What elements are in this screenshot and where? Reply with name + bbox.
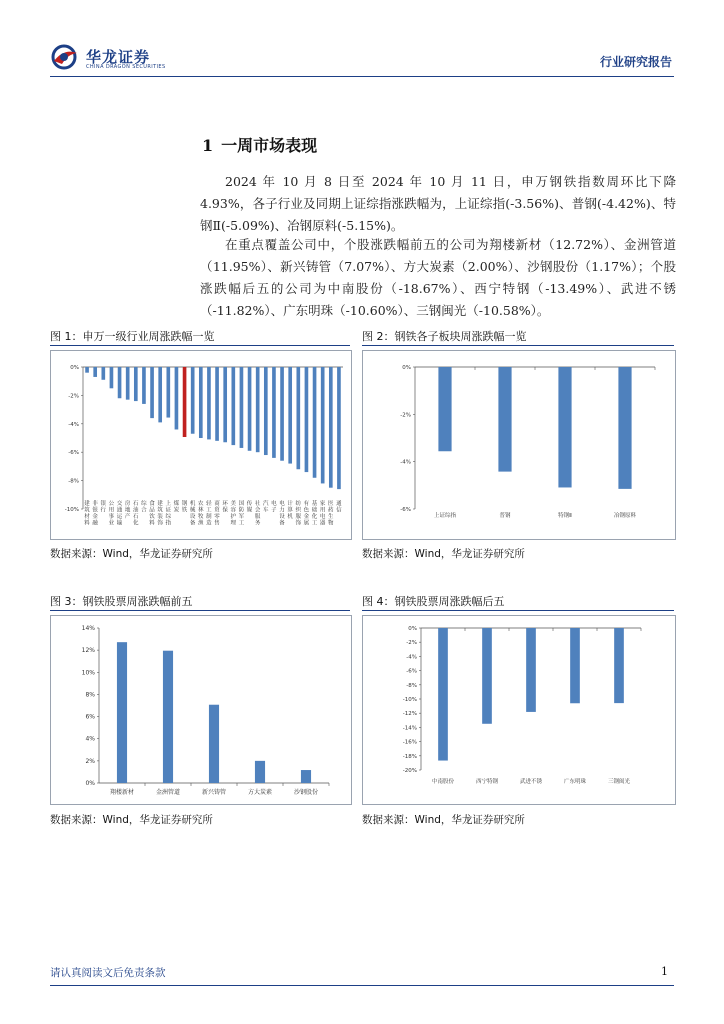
y-tick-label: 4% <box>85 735 95 743</box>
figure-4-rule <box>362 610 674 611</box>
x-category-label-char: 电 <box>271 501 277 507</box>
x-category-label-char: 非 <box>92 501 98 507</box>
x-category-label-char: 银 <box>100 501 107 507</box>
x-category-label-char: 车 <box>263 507 269 514</box>
section-number: 1 <box>202 136 214 155</box>
bar <box>337 367 341 489</box>
x-category-label-char: 牧 <box>198 514 204 520</box>
x-category-label-char: 通 <box>336 501 342 507</box>
bar <box>183 367 187 437</box>
bar <box>256 367 260 452</box>
x-category-label-char: 传 <box>246 501 253 507</box>
x-category-label-char: 汽 <box>263 501 269 507</box>
x-category-label-char: 石 <box>133 514 139 520</box>
x-category-label-char: 电 <box>319 514 326 520</box>
x-category-label-char: 社 <box>254 501 261 507</box>
x-category-label-char: 公 <box>108 501 115 507</box>
x-category-label-char: 行 <box>100 507 107 514</box>
x-category-label-char: 化 <box>311 514 318 520</box>
x-category-label-char: 综 <box>141 501 147 507</box>
x-category-label-char: 服 <box>254 514 261 520</box>
x-category-label-char: 电 <box>279 501 285 507</box>
figure-3-chart <box>51 616 351 804</box>
bar <box>175 367 179 429</box>
bar <box>223 367 227 442</box>
x-category-label-char: 理 <box>230 520 237 527</box>
x-category-label-char: 药 <box>328 507 334 514</box>
x-category-label-char: 贸 <box>214 507 220 514</box>
x-category-label-char: 工 <box>311 520 318 527</box>
x-category-label-char: 算 <box>287 507 293 514</box>
bar <box>117 642 127 783</box>
bar <box>199 367 203 438</box>
x-category-label-char: 料 <box>84 520 90 527</box>
bar <box>191 367 195 434</box>
x-category-label-char: 地 <box>124 507 131 514</box>
y-tick-label: -16% <box>402 739 417 746</box>
x-category-label-char: 业 <box>108 520 115 527</box>
y-tick-label: -12% <box>402 711 417 718</box>
y-tick-label: -2% <box>406 640 417 647</box>
x-category-label-char: 家 <box>319 501 326 507</box>
y-tick-label: -8% <box>406 682 417 689</box>
y-tick-label: -6% <box>400 507 411 513</box>
x-category-label-char: 品 <box>149 507 155 514</box>
x-category-label-char: 石 <box>133 501 139 507</box>
x-category-label: 三钢闽光 <box>607 779 631 785</box>
x-category-label-char: 备 <box>189 520 196 527</box>
x-category-label-char: 服 <box>295 514 302 520</box>
figure-4-chart <box>363 616 675 804</box>
x-category-label-char: 用 <box>108 507 115 514</box>
x-category-label-char: 环 <box>222 501 228 507</box>
figure-2-source: 数据来源：Wind，华龙证券研究所 <box>362 548 525 560</box>
y-tick-label: 12% <box>81 647 95 655</box>
x-category-label-char: 媒 <box>246 507 253 514</box>
x-category-label-char: 工 <box>206 507 212 514</box>
figure-2-rule <box>362 345 674 346</box>
bar <box>296 367 300 469</box>
x-category-label-char: 渔 <box>198 520 204 527</box>
x-category-label-char: 设 <box>189 514 196 520</box>
x-category-label: 翔楼新材 <box>109 789 135 796</box>
x-category-label-char: 筑 <box>84 507 90 514</box>
bar <box>207 367 211 439</box>
x-category-label-char: 金 <box>303 514 310 520</box>
x-category-label-char: 饰 <box>295 520 302 527</box>
bar <box>313 367 317 478</box>
bar <box>438 628 448 761</box>
x-category-label-char: 证 <box>165 507 172 514</box>
bar <box>248 367 252 451</box>
bar <box>255 761 265 783</box>
y-tick-label: 8% <box>85 691 95 699</box>
y-tick-label: -2% <box>68 393 79 400</box>
paragraph-index-performance: 2024 年 10 月 8 日至 2024 年 10 月 11 日，申万钢铁指数周环比下降 4.93%，各子行业及同期上证综指涨跌幅为，上证综指(-3.56%)、普钢(-4.42%)、特钢Ⅱ(-5.09%)、冶钢原料(-5.15%)。 <box>200 174 676 233</box>
bar <box>498 367 511 472</box>
x-category-label-char: 会 <box>254 507 261 514</box>
x-category-label-char: 零 <box>214 514 220 520</box>
x-category-label: 广东明珠 <box>563 779 587 785</box>
x-category-label-char: 通 <box>116 507 123 514</box>
x-category-label-char: 售 <box>214 520 220 527</box>
y-tick-label: -10% <box>402 697 417 703</box>
bar <box>558 367 571 487</box>
bar <box>126 367 130 400</box>
figure-2-frame <box>362 350 676 540</box>
bar <box>272 367 276 458</box>
bar <box>240 367 244 448</box>
x-category-label: 西宁特钢 <box>475 779 499 785</box>
y-tick-label: -4% <box>406 654 417 661</box>
page-number: 1 <box>661 965 668 978</box>
x-category-label-char: 输 <box>116 520 123 527</box>
x-category-label-char: 造 <box>206 520 212 527</box>
x-category-label-char: 有 <box>303 501 310 507</box>
x-category-label-char: 建 <box>84 501 90 507</box>
figure-1-chart <box>51 351 351 539</box>
figure-3-frame <box>50 615 352 805</box>
x-category-label-char: 合 <box>141 507 147 514</box>
x-category-label-char: 商 <box>214 501 220 507</box>
figure-1-rule <box>50 345 350 346</box>
x-category-label-char: 设 <box>279 514 285 520</box>
x-category-label-char: 基 <box>311 501 318 507</box>
x-category-label-char: 制 <box>206 514 212 520</box>
y-tick-label: 0% <box>85 780 95 787</box>
bar <box>321 367 325 483</box>
y-tick-label: 2% <box>85 757 95 765</box>
x-category-label-char: 运 <box>116 514 123 520</box>
bar <box>93 367 97 377</box>
x-category-label-char: 上 <box>165 501 172 507</box>
bar <box>101 367 105 380</box>
report-type-label: 行业研究报告 <box>599 55 672 69</box>
x-category-label: 上证综指 <box>433 513 457 519</box>
x-category-label-char: 力 <box>279 507 285 514</box>
bar <box>482 628 492 724</box>
x-category-label-char: 织 <box>295 507 302 514</box>
bar <box>142 367 146 404</box>
x-category-label: 武进不锈 <box>519 779 543 785</box>
disclaimer-note: 请认真阅读文后免责条款 <box>50 967 166 979</box>
bar <box>264 367 268 455</box>
bar <box>438 367 451 451</box>
x-category-label-char: 纺 <box>295 501 302 507</box>
y-tick-label: -6% <box>406 668 417 675</box>
figure-4-frame <box>362 615 676 805</box>
x-category-label-char: 林 <box>198 507 204 514</box>
x-category-label-char: 油 <box>133 507 139 514</box>
x-category-label-char: 融 <box>92 520 98 527</box>
x-category-label-char: 化 <box>133 520 139 527</box>
y-tick-label: 0% <box>402 365 411 371</box>
y-tick-label: 6% <box>85 713 95 721</box>
x-category-label-char: 交 <box>116 501 123 507</box>
x-category-label-char: 属 <box>303 520 310 527</box>
y-tick-label: -6% <box>68 450 79 457</box>
x-category-label-char: 础 <box>311 507 318 514</box>
bar <box>329 367 333 488</box>
x-category-label: 新兴铸管 <box>201 789 227 796</box>
x-category-label-char: 护 <box>230 514 237 520</box>
x-category-label: 方大炭素 <box>247 789 273 796</box>
figure-2-chart <box>363 351 675 539</box>
page-header <box>0 0 724 80</box>
bar <box>163 651 173 783</box>
x-category-label-char: 机 <box>189 501 196 507</box>
figure-3-rule <box>50 610 350 611</box>
figure-2-title: 图 2：钢铁各子板块周涨跌幅一览 <box>362 330 527 343</box>
x-category-label-char: 筑 <box>157 507 163 514</box>
x-category-label-char: 信 <box>336 507 342 514</box>
x-category-label-char: 色 <box>303 507 310 514</box>
x-category-label-char: 装 <box>157 514 163 520</box>
bar <box>288 367 292 464</box>
x-category-label-char: 综 <box>165 514 172 520</box>
logo-english-name: CHINA DRAGON SECURITIES <box>86 64 166 70</box>
bar <box>305 367 309 472</box>
x-category-label-char: 生 <box>328 514 334 520</box>
bar <box>110 367 114 388</box>
figure-1-source: 数据来源：Wind，华龙证券研究所 <box>50 548 213 560</box>
bar <box>301 770 311 783</box>
figure-3-source: 数据来源：Wind，华龙证券研究所 <box>50 814 213 826</box>
bar <box>570 628 580 703</box>
bar <box>280 367 284 461</box>
x-category-label-char: 指 <box>165 520 172 527</box>
header-divider <box>50 76 674 77</box>
y-tick-label: -8% <box>68 478 79 485</box>
x-category-label-char: 国 <box>238 501 245 507</box>
y-tick-label: 10% <box>81 669 95 677</box>
x-category-label-char: 食 <box>149 501 155 507</box>
dragon-logo-icon <box>50 44 80 70</box>
x-category-label-char: 用 <box>319 507 326 514</box>
bar <box>118 367 122 398</box>
bar <box>614 628 624 703</box>
figure-4-source: 数据来源：Wind，华龙证券研究所 <box>362 814 525 826</box>
x-category-label-char: 轻 <box>206 501 212 507</box>
bar <box>85 367 89 373</box>
y-tick-label: -20% <box>402 768 417 774</box>
bar <box>209 705 219 783</box>
paragraph-stock-performance: 在重点覆盖公司中，个股涨跌幅前五的公司为翔楼新材（12.72%）、金洲管道（11.95%）、新兴铸管（7.07%）、方大炭素（2.00%）、沙钢股份（1.17%）；个股涨跌幅后五的公司为中南股份（-18.67%）、西宁特钢（-13.49%）、武进不锈（-11.82%）、广东明珠（-10.60%）、三钢闽光（-10.58%）。 <box>200 237 676 318</box>
x-category-label-char: 农 <box>198 501 204 507</box>
x-category-label-char: 子 <box>271 507 277 514</box>
x-category-label-char: 保 <box>222 507 228 514</box>
x-category-label-char: 器 <box>319 520 326 527</box>
y-tick-label: 0% <box>70 365 79 371</box>
x-category-label-char: 饰 <box>157 520 163 527</box>
x-category-label-char: 备 <box>279 520 285 527</box>
x-category-label-char: 铁 <box>181 507 188 514</box>
x-category-label-char: 煤 <box>173 501 180 507</box>
x-category-label-char: 事 <box>108 514 115 520</box>
x-category-label-char: 金 <box>92 514 98 520</box>
figure-4-title: 图 4：钢铁股票周涨跌幅后五 <box>362 595 505 608</box>
figure-3-title: 图 3：钢铁股票周涨跌幅前五 <box>50 595 193 608</box>
x-category-label-char: 务 <box>254 520 261 527</box>
y-tick-label: -14% <box>402 725 417 732</box>
x-category-label-char: 钢 <box>181 501 188 507</box>
x-category-label-char: 材 <box>84 514 90 520</box>
x-category-label: 金洲管道 <box>155 789 181 796</box>
section-title-text: 一周市场表现 <box>221 136 318 155</box>
x-category-label-char: 美 <box>230 501 237 507</box>
x-category-label-char: 计 <box>287 501 293 507</box>
y-tick-label: -2% <box>400 412 411 419</box>
section-title <box>202 133 317 156</box>
x-category-label-char: 机 <box>287 514 293 520</box>
y-tick-label: 0% <box>408 626 417 632</box>
x-category-label: 普钢 <box>499 513 511 519</box>
x-category-label-char: 医 <box>328 501 334 507</box>
bar <box>618 367 631 489</box>
figure-1-title: 图 1：申万一级行业周涨跌幅一览 <box>50 330 215 343</box>
x-category-label-char: 械 <box>189 507 196 514</box>
x-category-label: 冶钢原料 <box>613 513 637 519</box>
bar <box>150 367 154 418</box>
x-category-label-char: 军 <box>238 514 245 520</box>
x-category-label-char: 工 <box>238 520 245 527</box>
x-category-label-char: 炭 <box>173 507 180 514</box>
x-category-label-char: 房 <box>124 501 131 507</box>
x-category-label-char: 建 <box>157 501 163 507</box>
x-category-label-char: 料 <box>149 520 155 527</box>
y-tick-label: 14% <box>81 625 95 632</box>
y-tick-label: -18% <box>402 753 417 760</box>
x-category-label-char: 产 <box>124 514 131 520</box>
y-tick-label: -4% <box>68 421 79 428</box>
x-category-label: 沙钢股份 <box>293 789 319 796</box>
y-tick-label: -4% <box>400 459 411 466</box>
bar <box>526 628 536 712</box>
x-category-label-char: 银 <box>92 507 98 514</box>
bar <box>158 367 162 422</box>
x-category-label-char: 防 <box>238 507 245 514</box>
footer-divider <box>50 985 674 986</box>
x-category-label-char: 饮 <box>149 514 155 520</box>
logo-chinese-name: 华龙证券 <box>86 48 151 66</box>
bar <box>231 367 235 445</box>
bar <box>166 367 170 418</box>
figure-1-frame <box>50 350 352 540</box>
bar <box>215 367 219 441</box>
x-category-label-char: 容 <box>230 507 237 514</box>
bar <box>134 367 138 401</box>
x-category-label-char: 物 <box>328 520 334 527</box>
y-tick-label: -10% <box>64 507 79 513</box>
x-category-label: 特钢Ⅱ <box>558 513 572 519</box>
x-category-label: 中南股份 <box>431 779 455 785</box>
